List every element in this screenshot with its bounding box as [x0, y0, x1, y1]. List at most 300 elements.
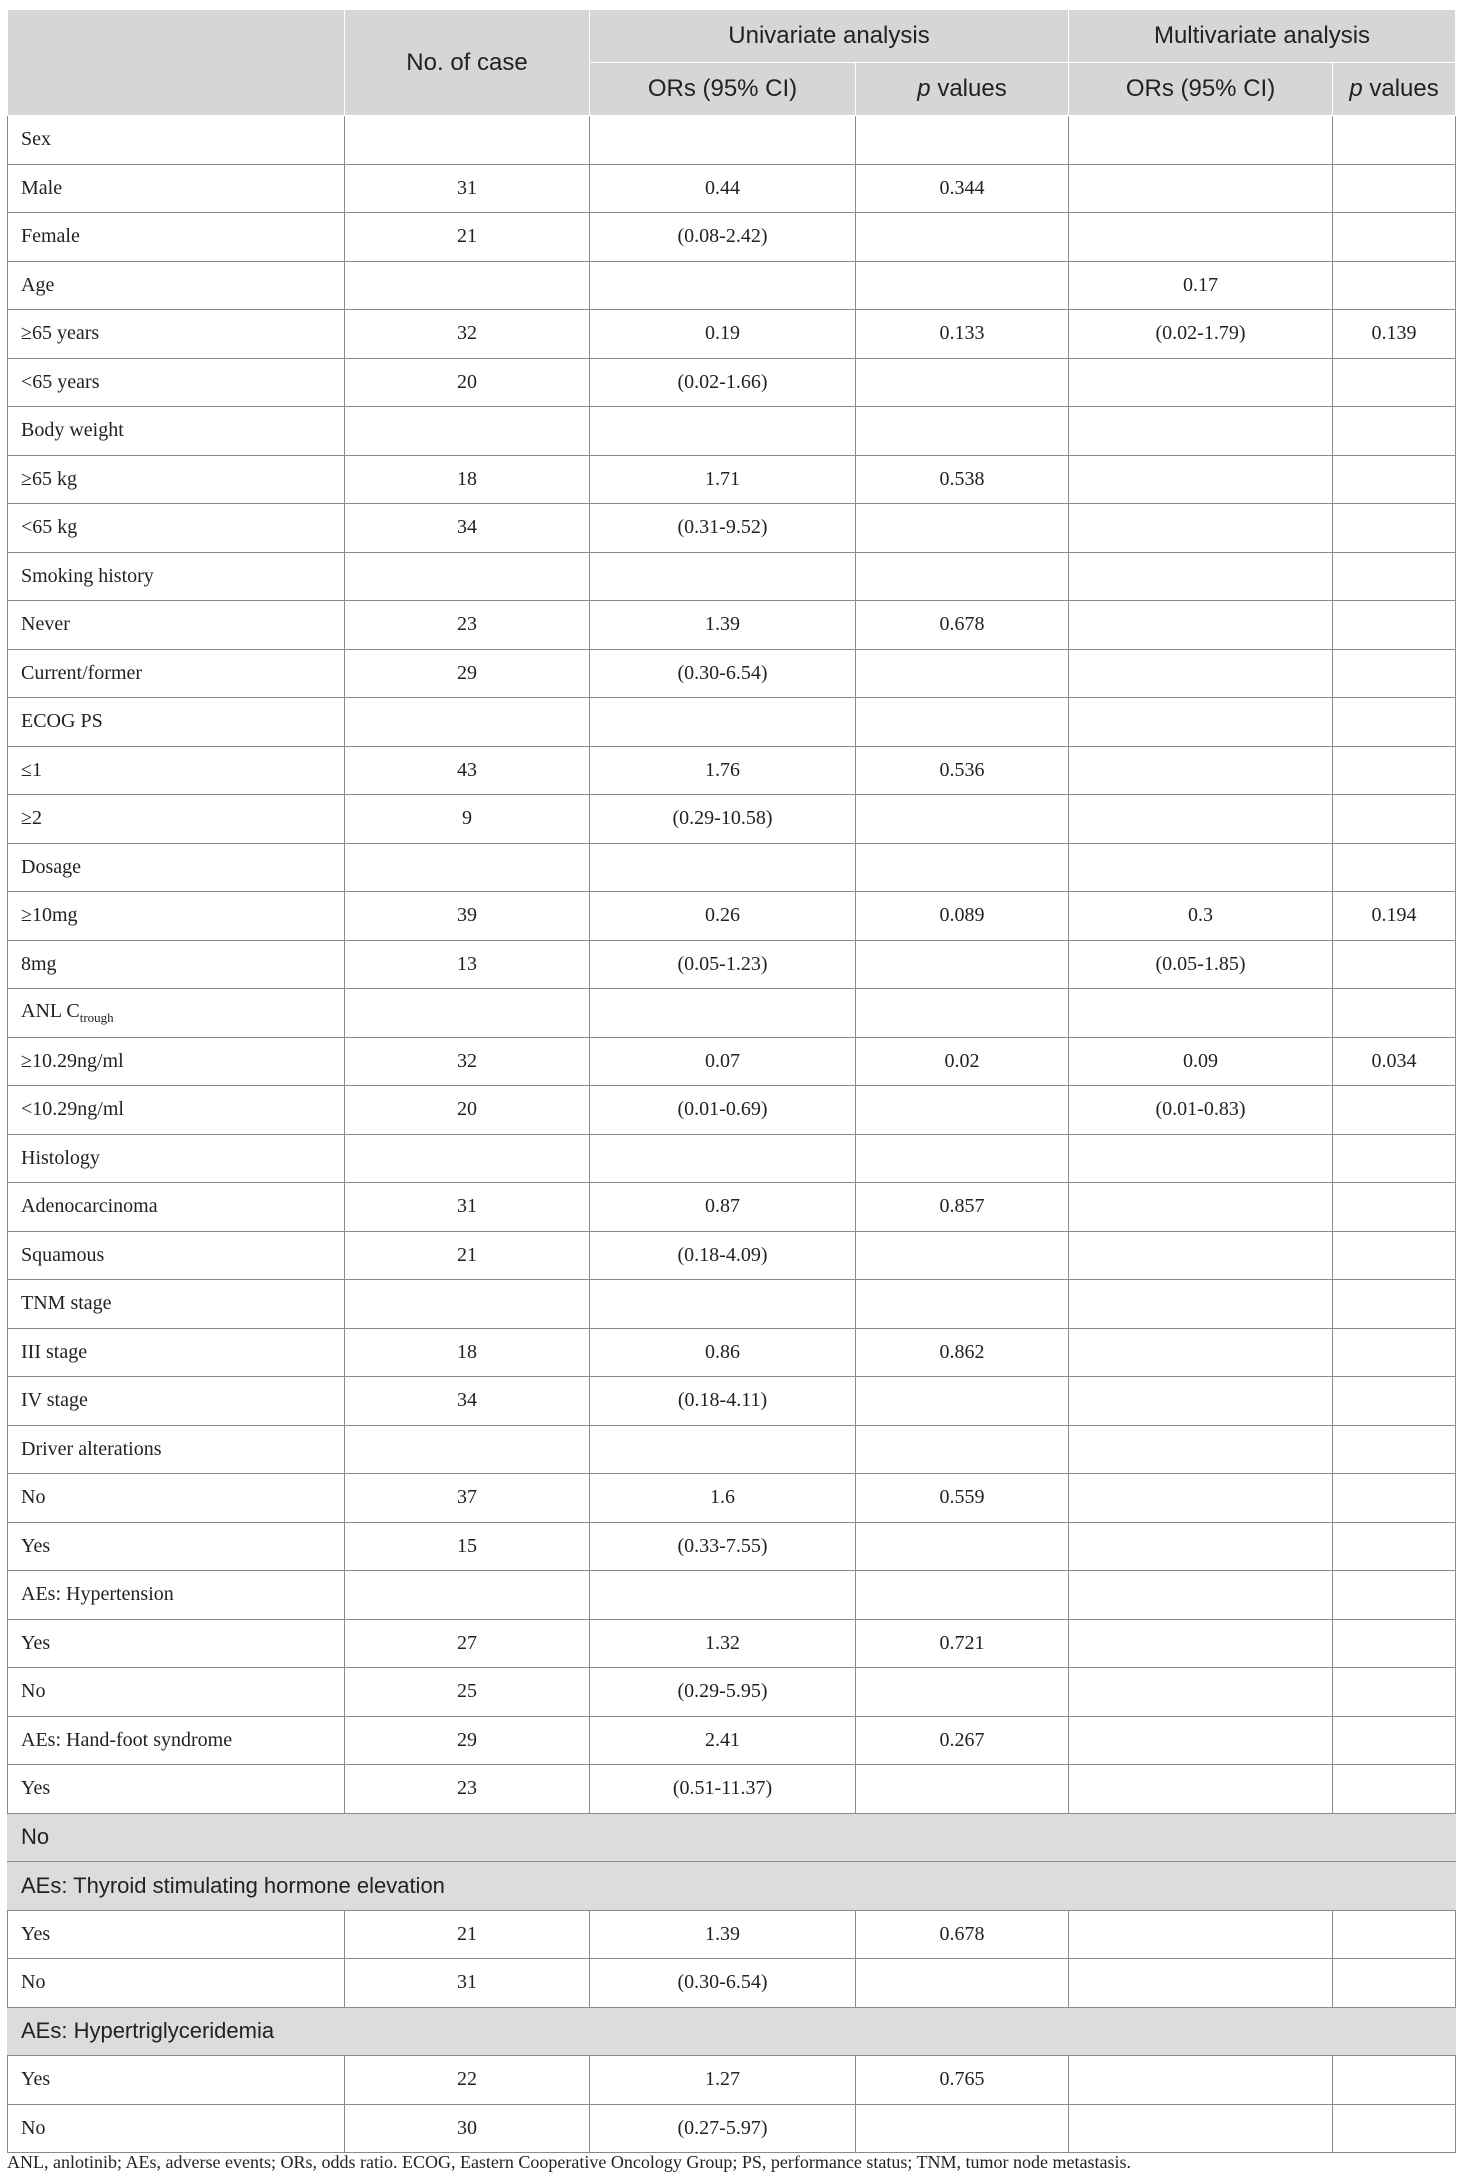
univariate-or-cell: (0.29-10.58) — [590, 795, 856, 844]
univariate-p-cell: 0.857 — [856, 1183, 1069, 1232]
univariate-p-cell — [856, 940, 1069, 989]
table-row — [8, 1959, 1456, 2008]
variable-label-cell — [8, 1425, 345, 1474]
table-row — [8, 261, 1456, 310]
case-count-cell — [345, 1425, 590, 1474]
p-values-text: values — [1362, 75, 1439, 102]
univariate-or-cell: 0.26 — [590, 892, 856, 941]
multivariate-p-cell — [1333, 116, 1456, 165]
case-count-cell: 13 — [345, 940, 590, 989]
multivariate-or-cell — [1069, 1231, 1333, 1280]
variable-label: Male — [21, 176, 63, 199]
multivariate-p-cell — [1333, 601, 1456, 650]
multivariate-or-cell — [1069, 1959, 1333, 2008]
case-count-cell: 29 — [345, 649, 590, 698]
multivariate-p-cell — [1333, 213, 1456, 262]
variable-label-cell — [8, 940, 345, 989]
case-count-cell — [345, 552, 590, 601]
univariate-or-cell: (0.29-5.95) — [590, 1668, 856, 1717]
multivariate-or-cell — [1069, 1716, 1333, 1765]
case-count-cell: 34 — [345, 1377, 590, 1426]
multivariate-p-cell — [1333, 164, 1456, 213]
table-row — [8, 1668, 1456, 1717]
multivariate-p-cell — [1333, 1328, 1456, 1377]
univariate-p-cell: 0.538 — [856, 455, 1069, 504]
multivariate-or-cell — [1069, 1183, 1333, 1232]
univariate-p-cell: 0.678 — [856, 601, 1069, 650]
univariate-or-cell — [590, 989, 856, 1038]
univariate-p-cell — [856, 698, 1069, 747]
variable-label: Squamous — [21, 1243, 105, 1266]
multivariate-p-cell — [1333, 261, 1456, 310]
multivariate-or-cell — [1069, 1474, 1333, 1523]
univariate-p-cell — [856, 1134, 1069, 1183]
table-row — [8, 2007, 1456, 2056]
multivariate-or-cell — [1069, 1377, 1333, 1426]
univariate-p-cell — [856, 1571, 1069, 1620]
multivariate-or-cell — [1069, 213, 1333, 262]
univariate-p-cell — [856, 649, 1069, 698]
table-row — [8, 1474, 1456, 1523]
multivariate-or-cell: 0.17 — [1069, 261, 1333, 310]
univariate-p-cell — [856, 989, 1069, 1038]
univariate-p-cell: 0.02 — [856, 1037, 1069, 1086]
univariate-p-cell — [856, 261, 1069, 310]
variable-label-cell — [8, 1280, 345, 1329]
table-footnote: ANL, anlotinib; AEs, adverse events; ORs, odds ratio. ECOG, Eastern Cooperative Oncology Group; PS, performance status; TNM, tumor node metastasis. — [7, 2152, 1131, 2172]
multivariate-p-cell — [1333, 1765, 1456, 1814]
multivariate-p-cell — [1333, 358, 1456, 407]
table-row — [8, 2104, 1456, 2153]
multivariate-p-cell — [1333, 2056, 1456, 2105]
header-no-of-case: No. of case — [345, 10, 590, 116]
case-count-cell — [345, 843, 590, 892]
univariate-or-cell — [590, 1280, 856, 1329]
variable-label: Adenocarcinoma — [21, 1195, 158, 1218]
univariate-p-cell — [856, 1668, 1069, 1717]
multivariate-p-cell — [1333, 2104, 1456, 2153]
variable-label-cell — [8, 746, 345, 795]
univariate-or-cell — [590, 698, 856, 747]
variable-label-cell — [8, 1522, 345, 1571]
case-count-cell: 21 — [345, 1231, 590, 1280]
table-row — [8, 1037, 1456, 1086]
univariate-p-cell: 0.089 — [856, 892, 1069, 941]
variable-label: Dosage — [21, 855, 81, 878]
univariate-p-cell — [856, 1377, 1069, 1426]
multivariate-or-cell — [1069, 989, 1333, 1038]
case-count-cell: 20 — [345, 1086, 590, 1135]
multivariate-p-cell — [1333, 552, 1456, 601]
table-row — [8, 1862, 1456, 1911]
variable-label-cell — [8, 358, 345, 407]
univariate-or-cell: 0.86 — [590, 1328, 856, 1377]
variable-label: ≥65 years — [21, 322, 100, 345]
univariate-p-cell — [856, 1959, 1069, 2008]
univariate-p-cell: 0.267 — [856, 1716, 1069, 1765]
univariate-p-cell: 0.133 — [856, 310, 1069, 359]
variable-label-cell — [8, 1231, 345, 1280]
univariate-p-cell — [856, 795, 1069, 844]
multivariate-or-cell — [1069, 1765, 1333, 1814]
case-count-cell — [345, 1571, 590, 1620]
table-row — [8, 1328, 1456, 1377]
univariate-or-cell: 1.39 — [590, 601, 856, 650]
univariate-or-cell — [590, 116, 856, 165]
table-row — [8, 164, 1456, 213]
variable-label: Yes — [21, 1777, 51, 1800]
univariate-p-cell — [856, 552, 1069, 601]
table-row — [8, 1619, 1456, 1668]
univariate-p-cell — [856, 116, 1069, 165]
univariate-p-cell — [856, 1086, 1069, 1135]
multivariate-or-cell — [1069, 164, 1333, 213]
univariate-p-cell — [856, 843, 1069, 892]
section-label-cell: AEs: Thyroid stimulating hormone elevation — [8, 1862, 1456, 1911]
variable-label-cell — [8, 1619, 345, 1668]
variable-label: AEs: Hypertension — [21, 1583, 174, 1606]
table-row — [8, 1377, 1456, 1426]
univariate-or-cell: (0.30-6.54) — [590, 649, 856, 698]
case-count-cell: 22 — [345, 2056, 590, 2105]
case-count-cell: 23 — [345, 1765, 590, 1814]
variable-label: Yes — [21, 1631, 51, 1654]
case-count-cell: 21 — [345, 213, 590, 262]
multivariate-p-cell: 0.139 — [1333, 310, 1456, 359]
univariate-or-cell: (0.05-1.23) — [590, 940, 856, 989]
table-row — [8, 795, 1456, 844]
case-count-cell: 20 — [345, 358, 590, 407]
univariate-or-cell: (0.30-6.54) — [590, 1959, 856, 2008]
variable-label-cell — [8, 1086, 345, 1135]
case-count-cell: 25 — [345, 1668, 590, 1717]
header-multivariate-p — [1333, 63, 1456, 116]
variable-label-cell — [8, 698, 345, 747]
univariate-or-cell — [590, 1134, 856, 1183]
table-row — [8, 601, 1456, 650]
case-count-cell: 34 — [345, 504, 590, 553]
multivariate-p-cell — [1333, 1425, 1456, 1474]
case-count-cell: 39 — [345, 892, 590, 941]
multivariate-or-cell: 0.09 — [1069, 1037, 1333, 1086]
section-label-cell: AEs: Hypertriglyceridemia — [8, 2007, 1456, 2056]
table-row — [8, 1522, 1456, 1571]
variable-label-cell — [8, 795, 345, 844]
table-row — [8, 1425, 1456, 1474]
case-count-cell — [345, 1280, 590, 1329]
variable-label-subscript: trough — [79, 1009, 114, 1025]
case-count-cell — [345, 407, 590, 456]
multivariate-p-cell — [1333, 1668, 1456, 1717]
case-count-cell — [345, 989, 590, 1038]
variable-label: Age — [21, 273, 55, 296]
univariate-or-cell: 0.44 — [590, 164, 856, 213]
variable-label-cell — [8, 455, 345, 504]
header-univariate-ors: ORs (95% CI) — [590, 63, 856, 116]
table-row — [8, 552, 1456, 601]
multivariate-p-cell — [1333, 1377, 1456, 1426]
univariate-or-cell: 1.71 — [590, 455, 856, 504]
variable-label: ≥10mg — [21, 904, 78, 927]
case-count-cell — [345, 1134, 590, 1183]
case-count-cell: 18 — [345, 455, 590, 504]
univariate-or-cell: (0.02-1.66) — [590, 358, 856, 407]
multivariate-or-cell — [1069, 1668, 1333, 1717]
multivariate-or-cell — [1069, 1910, 1333, 1959]
univariate-or-cell: 1.6 — [590, 1474, 856, 1523]
multivariate-or-cell: (0.01-0.83) — [1069, 1086, 1333, 1135]
case-count-cell: 27 — [345, 1619, 590, 1668]
table-row — [8, 407, 1456, 456]
multivariate-or-cell — [1069, 649, 1333, 698]
univariate-or-cell: (0.51-11.37) — [590, 1765, 856, 1814]
variable-label: Yes — [21, 2068, 51, 2091]
table-row — [8, 940, 1456, 989]
variable-label-cell — [8, 116, 345, 165]
univariate-or-cell — [590, 843, 856, 892]
variable-label-cell — [8, 1910, 345, 1959]
table-row — [8, 649, 1456, 698]
univariate-p-cell: 0.344 — [856, 164, 1069, 213]
variable-label: ≤1 — [21, 758, 42, 781]
univariate-p-cell — [856, 504, 1069, 553]
multivariate-or-cell — [1069, 2056, 1333, 2105]
univariate-p-cell — [856, 358, 1069, 407]
multivariate-p-cell: 0.194 — [1333, 892, 1456, 941]
variable-label-cell — [8, 1037, 345, 1086]
header-variable — [8, 10, 345, 116]
variable-label-cell — [8, 601, 345, 650]
multivariate-p-cell — [1333, 504, 1456, 553]
case-count-cell: 32 — [345, 310, 590, 359]
variable-label: ≥65 kg — [21, 467, 77, 490]
multivariate-or-cell: 0.3 — [1069, 892, 1333, 941]
multivariate-p-cell — [1333, 1280, 1456, 1329]
univariate-p-cell — [856, 213, 1069, 262]
multivariate-or-cell — [1069, 843, 1333, 892]
multivariate-p-cell — [1333, 843, 1456, 892]
table-row — [8, 892, 1456, 941]
univariate-or-cell: (0.31-9.52) — [590, 504, 856, 553]
multivariate-p-cell — [1333, 1716, 1456, 1765]
variable-label-cell — [8, 1571, 345, 1620]
variable-label-cell — [8, 552, 345, 601]
multivariate-or-cell — [1069, 746, 1333, 795]
multivariate-p-cell — [1333, 1086, 1456, 1135]
section-label-cell: No — [8, 1813, 1456, 1862]
variable-label: III stage — [21, 1340, 88, 1363]
case-count-cell: 21 — [345, 1910, 590, 1959]
table-row — [8, 1910, 1456, 1959]
variable-label: <65 kg — [21, 516, 78, 539]
univariate-p-cell — [856, 407, 1069, 456]
header-univariate: Univariate analysis — [590, 10, 1069, 63]
table-row — [8, 1183, 1456, 1232]
multivariate-p-cell — [1333, 1910, 1456, 1959]
multivariate-p-cell — [1333, 1183, 1456, 1232]
variable-label-cell — [8, 1765, 345, 1814]
multivariate-or-cell: (0.05-1.85) — [1069, 940, 1333, 989]
variable-label: Never — [21, 613, 70, 636]
case-count-cell: 29 — [345, 1716, 590, 1765]
multivariate-or-cell — [1069, 795, 1333, 844]
variable-label: No — [21, 2116, 46, 2139]
variable-label: Current/former — [21, 661, 143, 684]
table-row — [8, 504, 1456, 553]
univariate-or-cell — [590, 552, 856, 601]
univariate-or-cell: 2.41 — [590, 1716, 856, 1765]
multivariate-or-cell — [1069, 358, 1333, 407]
variable-label-cell — [8, 504, 345, 553]
variable-label: Smoking history — [21, 564, 154, 587]
case-count-cell — [345, 698, 590, 747]
univariate-p-cell — [856, 1765, 1069, 1814]
table-row — [8, 1571, 1456, 1620]
multivariate-p-cell — [1333, 940, 1456, 989]
variable-label: ECOG PS — [21, 710, 103, 733]
table-row — [8, 310, 1456, 359]
variable-label: Yes — [21, 1922, 51, 1945]
header-multivariate-ors: ORs (95% CI) — [1069, 63, 1333, 116]
variable-label-cell — [8, 1183, 345, 1232]
table-row — [8, 843, 1456, 892]
multivariate-p-cell — [1333, 1959, 1456, 2008]
table-row — [8, 698, 1456, 747]
case-count-cell — [345, 116, 590, 165]
variable-label-cell — [8, 2056, 345, 2105]
case-count-cell: 31 — [345, 1183, 590, 1232]
multivariate-or-cell — [1069, 2104, 1333, 2153]
variable-label: No — [21, 1486, 46, 1509]
multivariate-or-cell — [1069, 1571, 1333, 1620]
variable-label: ≥2 — [21, 807, 42, 830]
variable-label: ANL C — [21, 999, 80, 1022]
case-count-cell: 18 — [345, 1328, 590, 1377]
variable-label: No — [21, 1971, 46, 1994]
variable-label: Yes — [21, 1534, 51, 1557]
table-header — [8, 10, 1456, 116]
case-count-cell: 30 — [345, 2104, 590, 2153]
table-row — [8, 746, 1456, 795]
univariate-or-cell: 0.87 — [590, 1183, 856, 1232]
univariate-or-cell: (0.08-2.42) — [590, 213, 856, 262]
case-count-cell: 31 — [345, 1959, 590, 2008]
variable-label-cell — [8, 1668, 345, 1717]
multivariate-or-cell — [1069, 1522, 1333, 1571]
variable-label: Body weight — [21, 419, 124, 442]
multivariate-or-cell — [1069, 1134, 1333, 1183]
variable-label-cell — [8, 989, 345, 1038]
multivariate-or-cell: (0.02-1.79) — [1069, 310, 1333, 359]
multivariate-p-cell — [1333, 1619, 1456, 1668]
univariate-p-cell — [856, 1280, 1069, 1329]
univariate-p-cell: 0.765 — [856, 2056, 1069, 2105]
case-count-cell: 23 — [345, 601, 590, 650]
variable-label-cell — [8, 1716, 345, 1765]
univariate-p-cell: 0.559 — [856, 1474, 1069, 1523]
multivariate-p-cell — [1333, 1522, 1456, 1571]
case-count-cell — [345, 261, 590, 310]
case-count-cell: 15 — [345, 1522, 590, 1571]
variable-label-cell — [8, 1328, 345, 1377]
univariate-or-cell: (0.18-4.11) — [590, 1377, 856, 1426]
univariate-or-cell: 1.27 — [590, 2056, 856, 2105]
variable-label: No — [21, 1680, 46, 1703]
univariate-or-cell — [590, 261, 856, 310]
univariate-or-cell: 1.76 — [590, 746, 856, 795]
multivariate-p-cell — [1333, 1134, 1456, 1183]
table-row — [8, 1813, 1456, 1862]
multivariate-p-cell — [1333, 1231, 1456, 1280]
multivariate-p-cell — [1333, 698, 1456, 747]
table-row — [8, 116, 1456, 165]
multivariate-or-cell — [1069, 455, 1333, 504]
variable-label-cell — [8, 407, 345, 456]
variable-label-cell — [8, 310, 345, 359]
univariate-p-cell: 0.678 — [856, 1910, 1069, 1959]
variable-label: Driver alterations — [21, 1437, 162, 1460]
table-row — [8, 1765, 1456, 1814]
table-row — [8, 358, 1456, 407]
univariate-or-cell: (0.27-5.97) — [590, 2104, 856, 2153]
multivariate-or-cell — [1069, 1425, 1333, 1474]
multivariate-p-cell — [1333, 989, 1456, 1038]
univariate-p-cell: 0.536 — [856, 746, 1069, 795]
univariate-or-cell: 0.19 — [590, 310, 856, 359]
multivariate-or-cell — [1069, 552, 1333, 601]
univariate-or-cell: 0.07 — [590, 1037, 856, 1086]
univariate-or-cell — [590, 1571, 856, 1620]
table-row — [8, 1716, 1456, 1765]
multivariate-or-cell — [1069, 1280, 1333, 1329]
variable-label: Female — [21, 225, 80, 248]
variable-label-cell — [8, 1474, 345, 1523]
p-italic: p — [917, 75, 931, 102]
multivariate-p-cell — [1333, 407, 1456, 456]
variable-label-cell — [8, 649, 345, 698]
table-row — [8, 2056, 1456, 2105]
p-values-text: values — [930, 75, 1007, 102]
p-italic: p — [1349, 75, 1363, 102]
variable-label-cell — [8, 892, 345, 941]
univariate-or-cell: 1.32 — [590, 1619, 856, 1668]
variable-label-cell — [8, 2104, 345, 2153]
univariate-p-cell: 0.721 — [856, 1619, 1069, 1668]
variable-label: <65 years — [21, 370, 100, 393]
table-row — [8, 1231, 1456, 1280]
multivariate-or-cell — [1069, 116, 1333, 165]
variable-label: Histology — [21, 1146, 100, 1169]
table-row — [8, 989, 1456, 1038]
multivariate-p-cell — [1333, 795, 1456, 844]
variable-label: 8mg — [21, 952, 57, 975]
multivariate-p-cell — [1333, 1571, 1456, 1620]
case-count-cell: 32 — [345, 1037, 590, 1086]
table-body — [8, 116, 1456, 2153]
univariate-p-cell: 0.862 — [856, 1328, 1069, 1377]
univariate-p-cell — [856, 1522, 1069, 1571]
univariate-or-cell: (0.01-0.69) — [590, 1086, 856, 1135]
variable-label: Sex — [21, 128, 51, 151]
multivariate-or-cell — [1069, 601, 1333, 650]
variable-label-cell — [8, 164, 345, 213]
table-row — [8, 213, 1456, 262]
variable-label-cell — [8, 1134, 345, 1183]
header-multivariate: Multivariate analysis — [1069, 10, 1456, 63]
univariate-or-cell: (0.33-7.55) — [590, 1522, 856, 1571]
multivariate-or-cell — [1069, 504, 1333, 553]
multivariate-p-cell — [1333, 649, 1456, 698]
